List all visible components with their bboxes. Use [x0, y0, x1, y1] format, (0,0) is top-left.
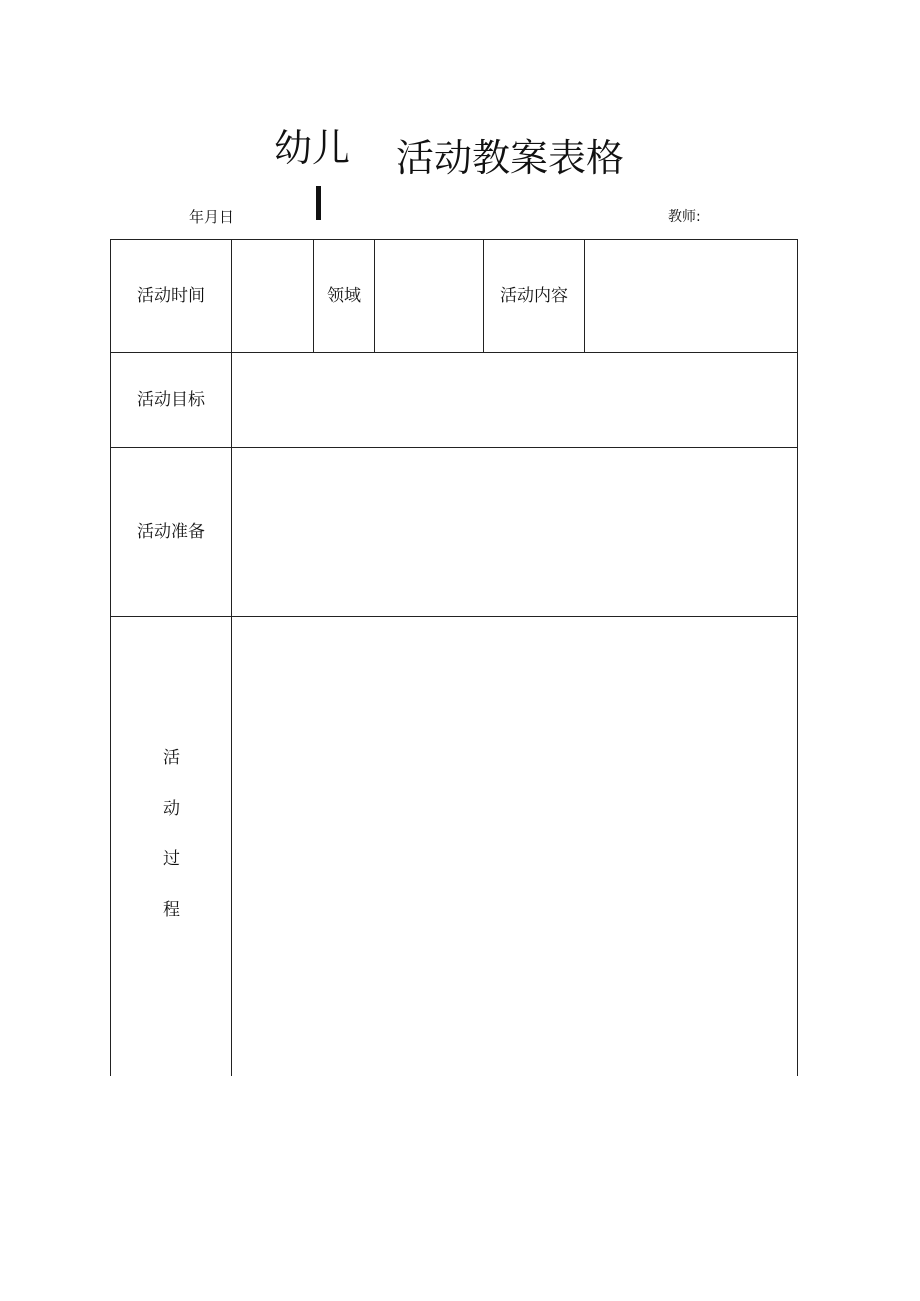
activity-prep-label: 活动准备 [137, 522, 205, 542]
text-cursor-mark [316, 186, 321, 220]
activity-time-label: 活动时间 [137, 286, 205, 306]
table-border-right [797, 239, 798, 1076]
date-label: 年月日 [189, 208, 235, 226]
activity-process-label-char: 过 [163, 849, 180, 869]
domain-value-cell[interactable] [375, 240, 483, 352]
activity-goal-label: 活动目标 [137, 390, 205, 410]
teacher-label: 教师: [668, 209, 701, 225]
activity-time-value-cell[interactable] [232, 240, 313, 352]
domain-label: 领域 [327, 286, 361, 306]
activity-goal-value-cell[interactable] [232, 353, 797, 447]
activity-process-label-char: 动 [163, 799, 180, 819]
table-border-left [110, 239, 111, 1076]
activity-process-label-char: 程 [163, 900, 180, 920]
activity-process-value-cell[interactable] [232, 617, 797, 1076]
activity-content-value-cell[interactable] [585, 240, 797, 352]
page-title-part2: 活动教案表格 [396, 136, 625, 180]
activity-content-label: 活动内容 [500, 286, 568, 306]
page-title-part1: 幼儿 [274, 126, 351, 170]
activity-prep-value-cell[interactable] [232, 448, 797, 616]
activity-process-label-char: 活 [163, 748, 180, 768]
